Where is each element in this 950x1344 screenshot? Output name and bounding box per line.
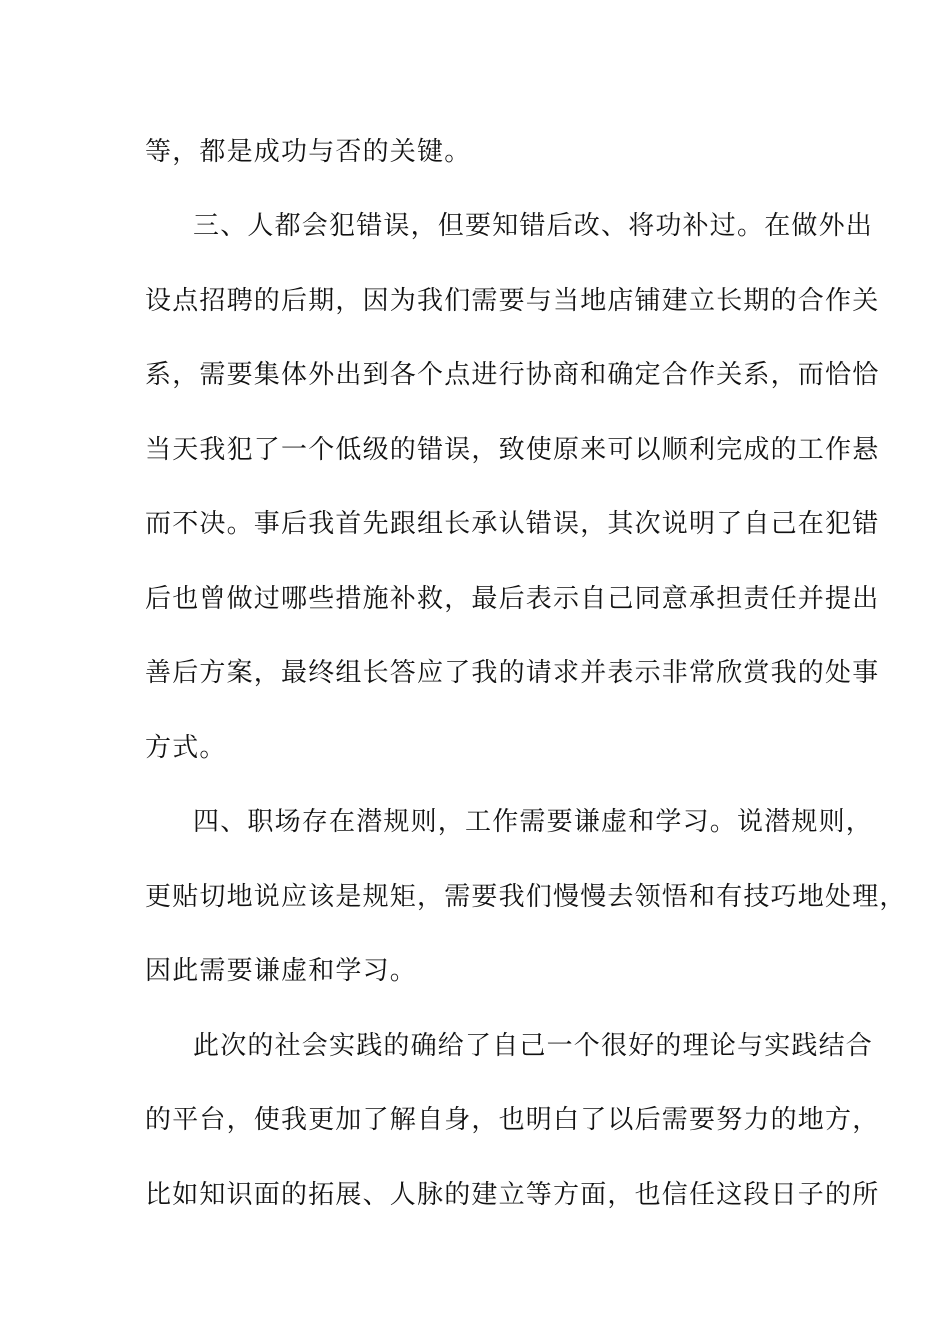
text-line: 而不决。事后我首先跟组长承认错误，其次说明了自己在犯错: [145, 509, 880, 539]
text-line: 更贴切地说应该是规矩，需要我们慢慢去领悟和有技巧地处理，: [145, 882, 907, 912]
paragraph-three-first-line: 三、人都会犯错误，但要知错后改、将功补过。在做外出: [193, 211, 874, 241]
text-line: 善后方案，最终组长答应了我的请求并表示非常欣赏我的处事: [145, 658, 880, 688]
text-line: 后也曾做过哪些措施补救，最后表示自己同意承担责任并提出: [145, 584, 880, 614]
text-line: 的平台，使我更加了解自身，也明白了以后需要努力的地方，: [145, 1105, 880, 1135]
paragraph-four-first-line: 四、职场存在潜规则，工作需要谦虚和学习。说潜规则，: [193, 807, 874, 837]
text-line: 等，都是成功与否的关键。: [145, 137, 472, 167]
text-line: 设点招聘的后期，因为我们需要与当地店铺建立长期的合作关: [145, 286, 880, 316]
paragraph-conclusion-first-line: 此次的社会实践的确给了自己一个很好的理论与实践结合: [193, 1031, 874, 1061]
text-line: 当天我犯了一个低级的错误，致使原来可以顺利完成的工作悬: [145, 435, 880, 465]
text-line: 因此需要谦虚和学习。: [145, 956, 418, 986]
text-line: 方式。: [145, 733, 227, 763]
text-line: 比如知识面的拓展、人脉的建立等方面，也信任这段日子的所: [145, 1180, 880, 1210]
text-line: 系，需要集体外出到各个点进行协商和确定合作关系，而恰恰: [145, 360, 880, 390]
